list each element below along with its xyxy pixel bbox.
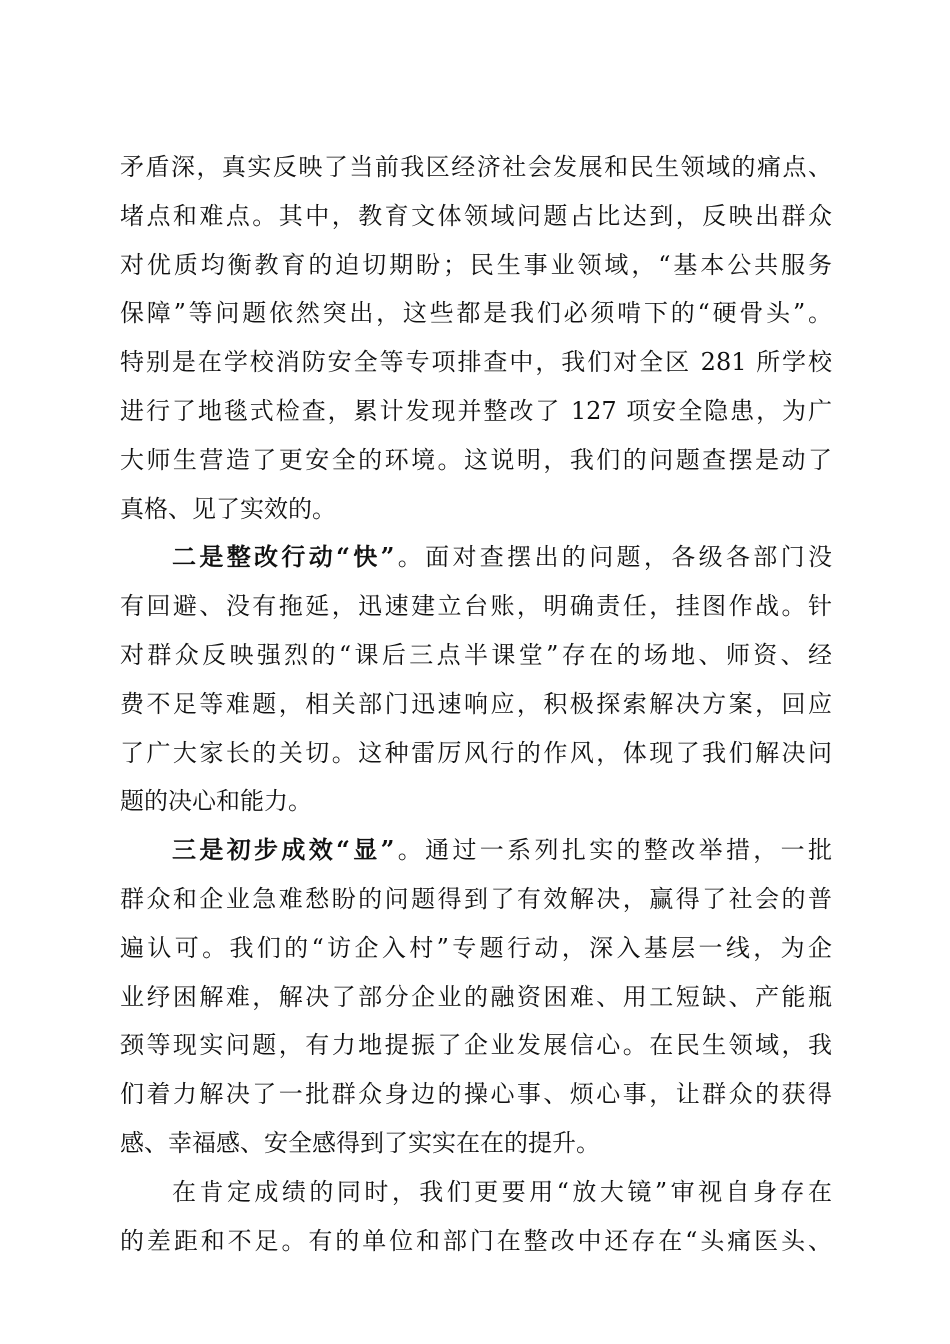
text-line: 的差距和不足。有的单位和部门在整改中还存在“头痛医头、 bbox=[120, 1226, 832, 1255]
text-line: 遍认可。我们的“访企入村”专题行动，深入基层一线，为企 bbox=[120, 933, 832, 962]
text-line: 们着力解决了一批群众身边的操心事、烦心事，让群众的获得 bbox=[120, 1080, 832, 1109]
paragraph-first-line-text: 。通过一系列扎实的整改举措，一批 bbox=[394, 836, 832, 865]
paragraph-4 bbox=[120, 1168, 832, 1266]
paragraph-1 bbox=[120, 143, 832, 533]
text-line: 群众和企业急难愁盼的问题得到了有效解决，赢得了社会的普 bbox=[120, 884, 832, 913]
text-line: 费不足等难题，相关部门迅速响应，积极探索解决方案，回应 bbox=[120, 689, 832, 718]
text-line: 业纾困解难，解决了部分企业的融资困难、用工短缺、产能瓶 bbox=[120, 982, 832, 1011]
text-line: 颈等现实问题，有力地提振了企业发展信心。在民生领域，我 bbox=[120, 1031, 832, 1060]
text-line: 进行了地毯式检查，累计发现并整改了 127 项安全隐患，为广 bbox=[120, 396, 832, 425]
text-line: 真格、见了实效的。 bbox=[120, 494, 336, 523]
text-line: 题的决心和能力。 bbox=[120, 787, 312, 816]
text-line: 大师生营造了更安全的环境。这说明，我们的问题查摆是动了 bbox=[120, 445, 832, 474]
paragraph-2 bbox=[120, 533, 832, 826]
text-line: 有回避、没有拖延，迅速建立台账，明确责任，挂图作战。针 bbox=[120, 592, 832, 621]
paragraph-3 bbox=[120, 826, 832, 1168]
paragraph-lead-heading: 三是初步成效“显” bbox=[172, 835, 395, 865]
text-line: 保障”等问题依然突出，这些都是我们必须啃下的“硬骨头”。 bbox=[120, 299, 832, 328]
text-line: 对优质均衡教育的迫切期盼；民生事业领域，“基本公共服务 bbox=[120, 250, 832, 279]
paragraph-first-line bbox=[120, 533, 832, 582]
paragraph-first-line: 在肯定成绩的同时，我们更要用“放大镜”审视自身存在 bbox=[172, 1177, 832, 1206]
text-line: 矛盾深，真实反映了当前我区经济社会发展和民生领域的痛点、 bbox=[120, 153, 832, 181]
document-body bbox=[120, 143, 832, 1265]
paragraph-first-line bbox=[120, 826, 832, 875]
text-line: 对群众反映强烈的“课后三点半课堂”存在的场地、师资、经 bbox=[120, 640, 832, 669]
paragraph-lead-heading: 二是整改行动“快” bbox=[172, 542, 395, 572]
text-line: 堵点和难点。其中，教育文体领域问题占比达到，反映出群众 bbox=[120, 201, 832, 230]
text-line: 了广大家长的关切。这种雷厉风行的作风，体现了我们解决问 bbox=[120, 738, 832, 767]
text-line: 感、幸福感、安全感得到了实实在在的提升。 bbox=[120, 1128, 600, 1157]
paragraph-first-line-text: 。面对查摆出的问题，各级各部门没 bbox=[394, 543, 832, 572]
text-line: 特别是在学校消防安全等专项排查中，我们对全区 281 所学校 bbox=[120, 348, 832, 377]
